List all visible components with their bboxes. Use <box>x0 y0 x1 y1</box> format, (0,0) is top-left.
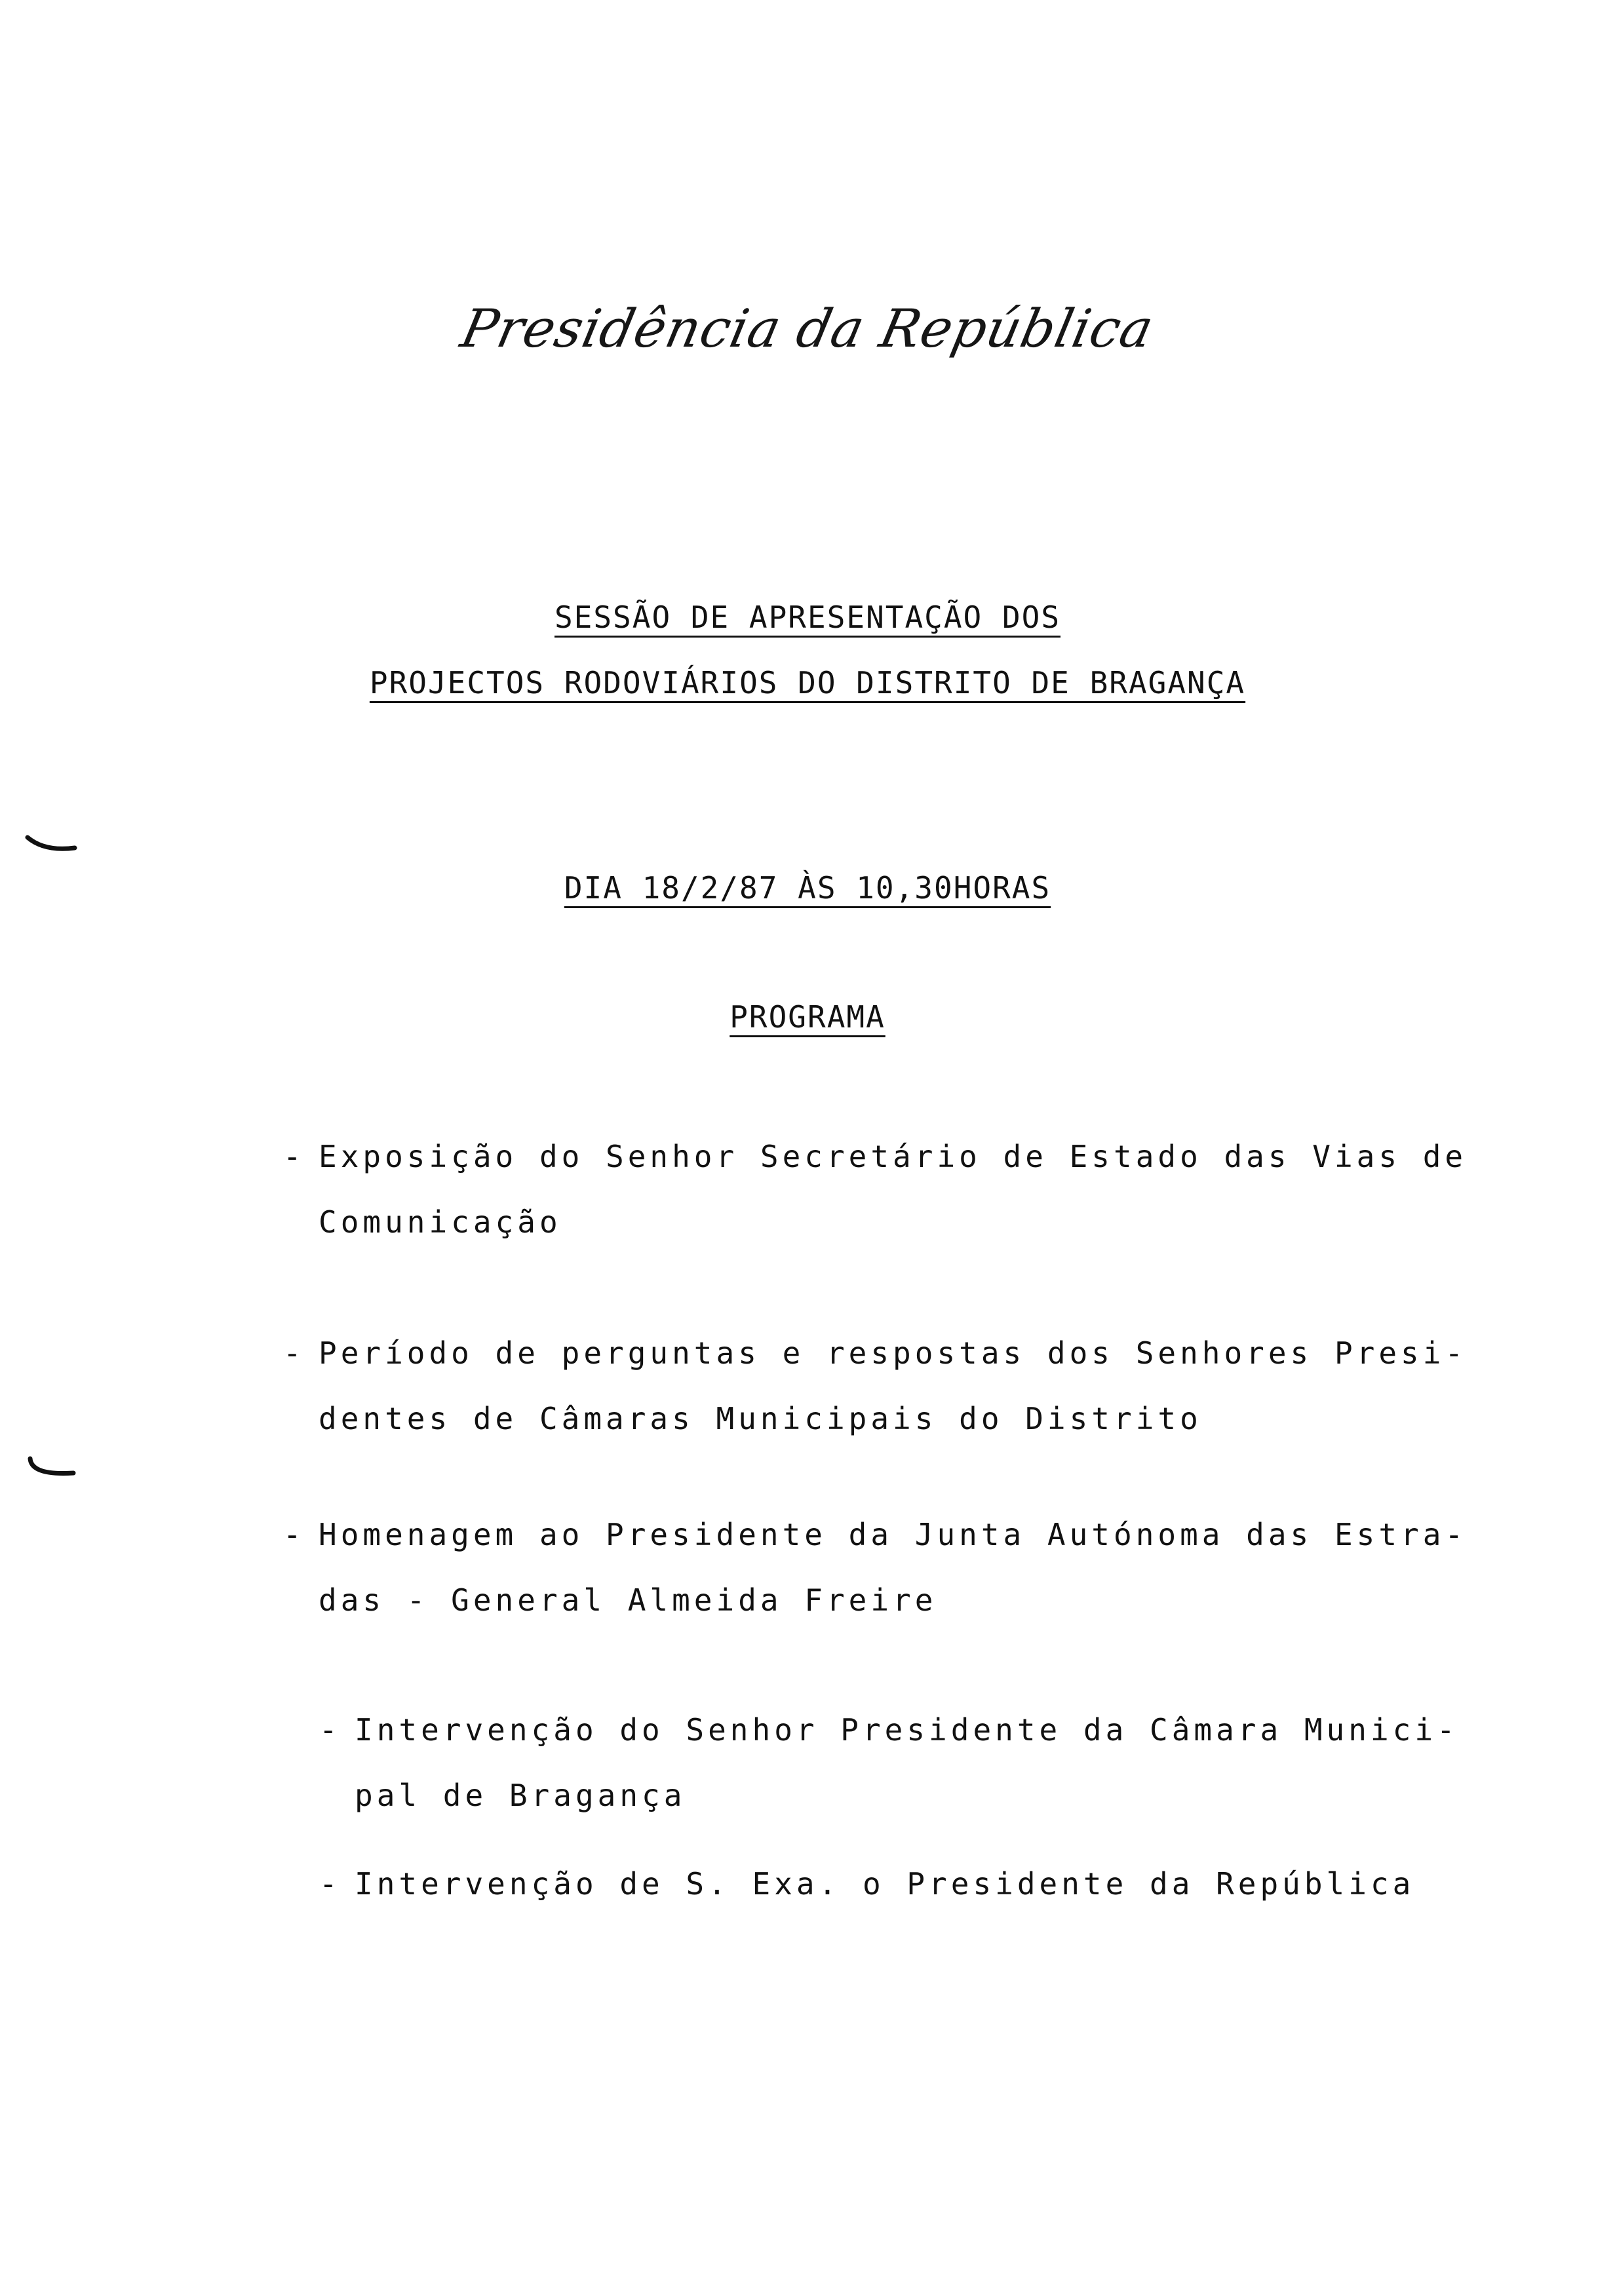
program-subitem-camara <box>319 1697 1459 1828</box>
title-line-2 <box>0 665 1615 700</box>
program-item-perguntas <box>283 1320 1467 1451</box>
item-line-1: Homenagem ao Presidente da Junta Autónoma das Estra- <box>319 1517 1468 1552</box>
binder-mark-top <box>25 832 77 858</box>
item-line-2: pal de Bragança <box>355 1778 686 1813</box>
item-line-1: Exposição do Senhor Secretário de Estado das Vias de <box>319 1139 1468 1174</box>
date-line-text: DIA 18/2/87 ÀS 10,30HORAS <box>564 870 1051 906</box>
item-dash: - <box>283 1139 305 1174</box>
item-line-2: Comunicação <box>319 1204 562 1240</box>
item-line-2: dentes de Câmaras Municipais do Distrito <box>319 1401 1202 1436</box>
program-item-exposicao <box>283 1124 1467 1255</box>
program-item-homenagem <box>283 1502 1467 1633</box>
title-line-2-text: PROJECTOS RODOVIÁRIOS DO DISTRITO DE BRAGANÇA <box>369 665 1246 700</box>
program-subitem-presidente <box>319 1851 1414 1917</box>
item-line-1: Intervenção do Senhor Presidente da Câmara Munici- <box>355 1712 1459 1748</box>
item-line-1: Período de perguntas e respostas dos Senhores Presi- <box>319 1335 1468 1371</box>
item-dash: - <box>283 1335 305 1371</box>
item-dash: - <box>319 1712 341 1748</box>
item-dash: - <box>283 1517 305 1552</box>
letterhead-script: Presidência da República <box>456 298 1159 359</box>
programa-heading-text: PROGRAMA <box>730 999 885 1035</box>
item-line-1: Intervenção de S. Exa. o Presidente da República <box>355 1866 1415 1902</box>
programa-heading <box>0 999 1615 1035</box>
item-dash: - <box>319 1866 341 1902</box>
binder-mark-bottom <box>26 1456 79 1482</box>
date-line <box>0 870 1615 906</box>
item-line-2: das - General Almeida Freire <box>319 1582 937 1618</box>
title-line-1-text: SESSÃO DE APRESENTAÇÃO DOS <box>554 600 1061 635</box>
title-line-1 <box>0 600 1615 635</box>
